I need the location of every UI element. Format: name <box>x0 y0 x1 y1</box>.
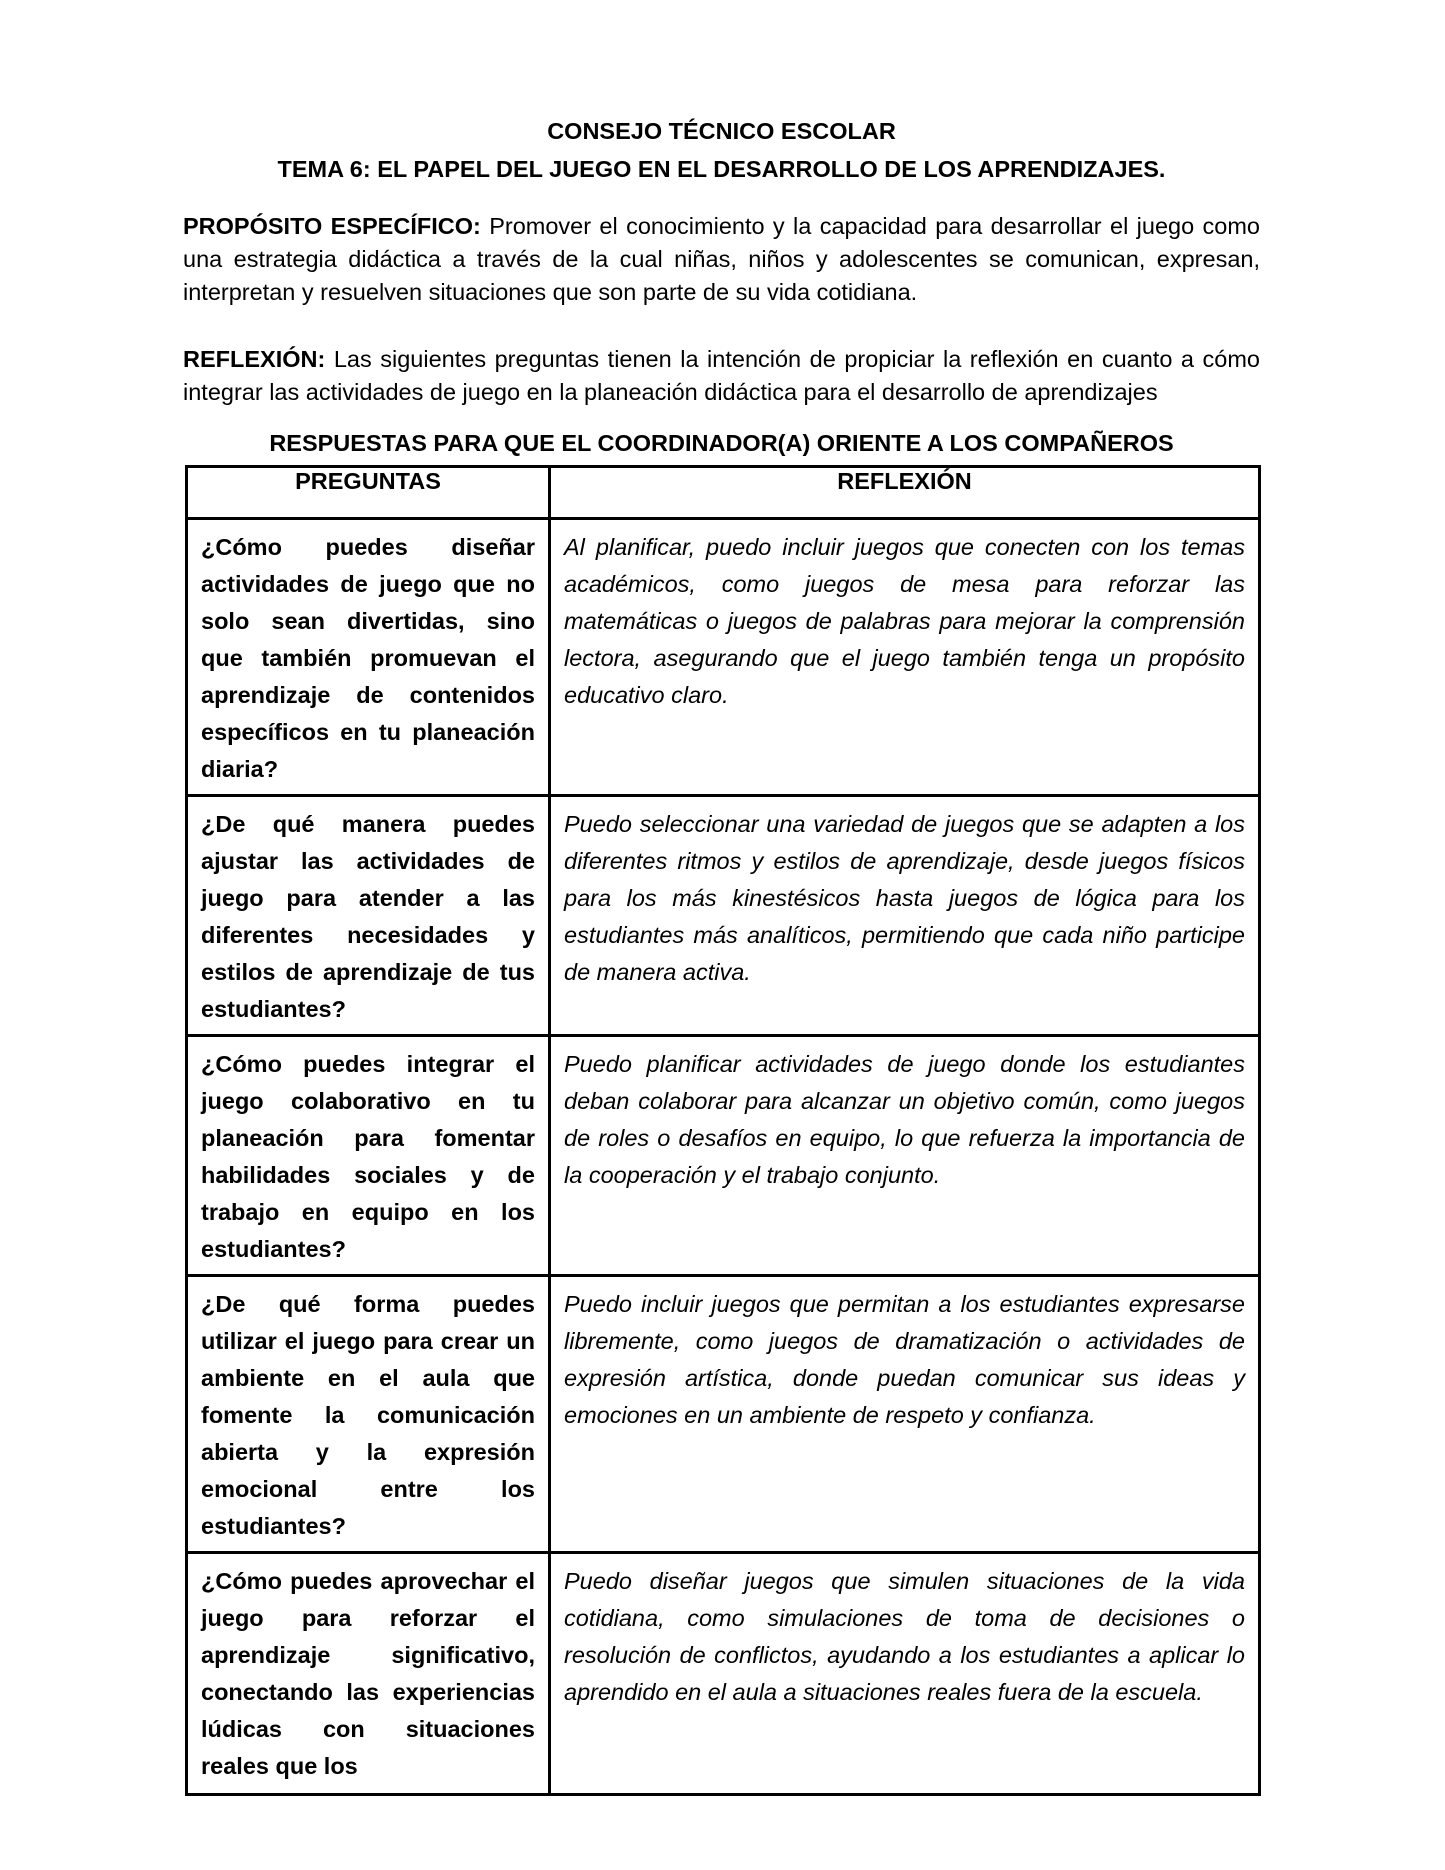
document-title <box>183 112 1260 188</box>
table-header-row <box>187 467 1260 519</box>
table-row-2 <box>187 796 1260 1036</box>
table-row-5 <box>187 1553 1260 1795</box>
proposito-paragraph <box>183 210 1260 309</box>
column-header-reflexion: REFLEXIÓN <box>550 467 1260 519</box>
table-row-4 <box>187 1276 1260 1553</box>
proposito-text: Promover el conocimiento y la capacidad para desarrollar el juego como una estrategia didáctica a través de la cual niñas, niños y adolescentes se comunican, expresan, interpretan y resuelven situaciones que son parte de su vida cotidiana. <box>183 213 1260 305</box>
reflexion-cell-4: Puedo incluir juegos que permitan a los estudiantes expresarse libremente, como juegos de dramatización o actividades de expresión artística, donde puedan comunicar sus ideas y emociones en un ambiente de respeto y confianza. <box>550 1276 1260 1553</box>
question-cell-5: ¿Cómo puedes aprovechar el juego para reforzar el aprendizaje significativo, conectando las experiencias lúdicas con situaciones reales que los <box>187 1553 550 1795</box>
proposito-label: PROPÓSITO ESPECÍFICO: <box>183 213 481 239</box>
reflexion-cell-2: Puedo seleccionar una variedad de juegos que se adapten a los diferentes ritmos y estilos de aprendizaje, desde juegos físicos para los más kinestésicos hasta juegos de lógica para los estudiantes más analíticos, permitiendo que cada niño participe de manera activa. <box>550 796 1260 1036</box>
reflexion-cell-1: Al planificar, puedo incluir juegos que conecten con los temas académicos, como juegos de mesa para reforzar las matemáticas o juegos de palabras para mejorar la comprensión lectora, asegurando que el juego también tenga un propósito educativo claro. <box>550 519 1260 796</box>
table-caption: RESPUESTAS PARA QUE EL COORDINADOR(A) ORIENTE A LOS COMPAÑEROS <box>269 430 1174 456</box>
reflexion-cell-3: Puedo planificar actividades de juego donde los estudiantes deban colaborar para alcanzar un objetivo común, como juegos de roles o desafíos en equipo, lo que refuerza la importancia de la cooperación y el trabajo conjunto. <box>550 1036 1260 1276</box>
question-cell-1: ¿Cómo puedes diseñar actividades de juego que no solo sean divertidas, sino que también promuevan el aprendizaje de contenidos específicos en tu planeación diaria? <box>187 519 550 796</box>
reflexion-text: Las siguientes preguntas tienen la intención de propiciar la reflexión en cuanto a cómo integrar las actividades de juego en la planeación didáctica para el desarrollo de aprendizajes <box>183 346 1260 405</box>
title-line-1: CONSEJO TÉCNICO ESCOLAR <box>547 118 896 144</box>
table-row-1 <box>187 519 1260 796</box>
preguntas-reflexion-table <box>185 465 1261 1796</box>
title-line-2: TEMA 6: EL PAPEL DEL JUEGO EN EL DESARROLLO DE LOS APRENDIZAJES. <box>277 156 1166 182</box>
table-row-3 <box>187 1036 1260 1276</box>
reflexion-cell-5: Puedo diseñar juegos que simulen situaciones de la vida cotidiana, como simulaciones de toma de decisiones o resolución de conflictos, ayudando a los estudiantes a aplicar lo aprendido en el aula a situaciones reales fuera de la escuela. <box>550 1553 1260 1795</box>
column-header-preguntas: PREGUNTAS <box>187 467 550 519</box>
reflexion-label: REFLEXIÓN: <box>183 346 326 372</box>
reflexion-paragraph <box>183 343 1260 409</box>
question-cell-2: ¿De qué manera puedes ajustar las actividades de juego para atender a las diferentes necesidades y estilos de aprendizaje de tus estudiantes? <box>187 796 550 1036</box>
question-cell-3: ¿Cómo puedes integrar el juego colaborativo en tu planeación para fomentar habilidades sociales y de trabajo en equipo en los estudiantes? <box>187 1036 550 1276</box>
question-cell-4: ¿De qué forma puedes utilizar el juego para crear un ambiente en el aula que fomente la comunicación abierta y la expresión emocional entre los estudiantes? <box>187 1276 550 1553</box>
